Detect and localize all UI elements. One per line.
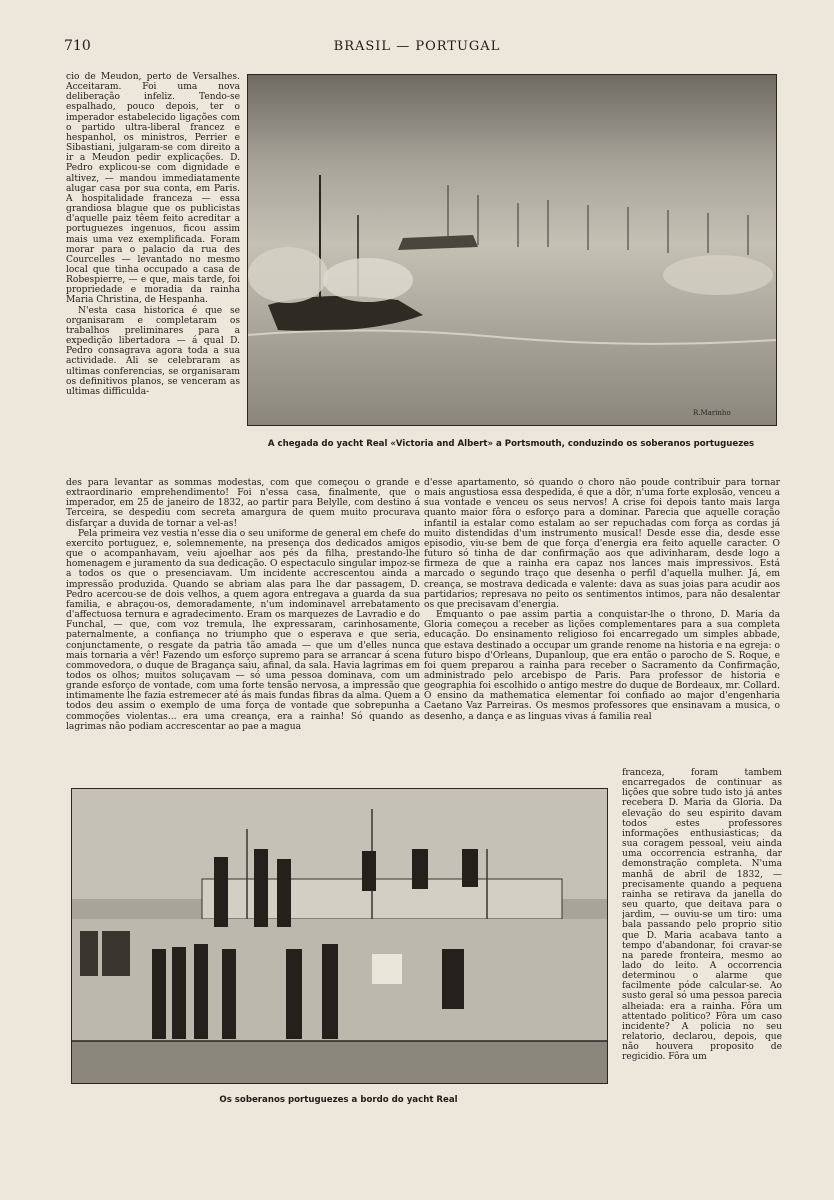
paragraph: des para levantar as sommas modestas, com que começou o grande e extraordinario emprehendimento! Foi n'essa casa, finalmente, que o imperador, em 25 de janeiro de 1832, ao partir para Belylle, com destino á Terceira, se despediu com secreta amargura de quem muito procurava disfarçar a duvida de tornar a vel-as! xyxy=(66,478,420,529)
harbour-engraving xyxy=(248,75,776,425)
paragraph: franceza, foram tambem encarregados de continuar as lições que sobre tudo isto já antes recebera D. Maria da Gloria. Da elevação do seu espirito davam todos estes professores informações enthusiasticas; da sua coragem pessoal, veiu ainda uma occorrencia estranha, dar demonstração completa. N'uma manhã de abril de 1832, — precisamente quando a pequena rainha se retirava da janella do seu quarto, que deitava para o jardim, — ouviu-se um tiro: uma bala passando pelo proprio sitio que D. Maria acabava tanto a tempo d'abandonar, foi cravar-se na parede fronteira, mesmo ao lado do leito. A occorrencia determinou o alarme que facilmente póde calcular-se. Ao susto geral só uma pessoa parecia alheiada: era a rainha. Fôra um attentado politico? Fôra um caso incidente? A policia no seu relatorio, declarou, depois, que não houvera proposito de regicidio. Fôra um xyxy=(622,768,782,1063)
paragraph: d'esse apartamento, só quando o choro não poude contribuir para tornar mais angustiosa essa despedida, é que a dôr, n'uma forte explosão, venceu a sua vontade e venceu os seus nervos! A crise foi depois tanto mais larga quanto maior fôra o esforço para a dominar. Parecia que aquelle coração infantil ia estalar como estalam ao ser repuchadas com força as cordas já muito distendidas d'um instrumento musical! Desde esse dia, desde esse episodio, viu-se bem de que força d'energia era feito aquelle caracter. O futuro só tinha de dar confirmação aos que adivinharam, desde logo a firmeza de que a rainha era capaz nos lances mais impressivos. Está marcado o segundo traço que desenha o perfil d'aquella mulher. Já, em creança, se mostrava dedicada e valente: dava as suas joias para acudir aos partidarios; represava no peito os sentimentos intimos, para não desalentar os que precisavam d'energia. xyxy=(424,478,780,610)
article-column-right xyxy=(622,768,782,1110)
figure-caption: A chegada do yacht Real «Victoria and Albert» a Portsmouth, conduzindo os soberanos portuguezes xyxy=(267,439,755,449)
paragraph: Pela primeira vez vestia n'esse dia o seu uniforme de general em chefe do exercito portuguez, e, solemnemente, na presença dos dedicados amigos que o acompanhavam, veiu ajoelhar aos pés da filha, prestando-lhe homenagem e juramento da sua dedicação. O espectaculo singular impoz-se a todos os que o presenciavam. Um incidente accrescentou ainda a impressão produzida. Quando se abriam alas para lhe dar passagem, D. Pedro acercou-se de dois velhos, a quem agora entregava a guarda da sua familia, e abraçou-os, demoradamente, n'um indominavel arrebatamento d'affectuosa ternura e agradecimento. Eram os marquezes de Lavradio e do Funchal, — que, com voz tremula, lhe expressaram, carinhosamente, paternalmente, a confiança no triumpho que o esperava e que seria, conjunctamente, o resgate da patria tão amada — que um d'elles nunca mais tornaria a vêr! Fazendo um esforço supremo para se arrancar á scena commovedora, o duque de Bragança saiu, afinal, da sala. Havia lagrimas em todos os olhos; muitos soluçavam — só uma pessoa dominava, com um grande esforço de vontade, com uma forte tensão nervosa, a impressão que intimamente lhe fazia estremecer até ás mais fundas fibras da alma. Quem a todos deu assim o exemplo de uma força de vontade que sobrepunha a commoções violentas... era uma creança, era a rainha! Só quando as lagrimas não podiam accrescentar ao pae a magua xyxy=(66,528,420,732)
yacht-deck-photo xyxy=(72,789,607,1083)
harbour-illustration xyxy=(247,74,777,426)
figure-caption: Os soberanos portuguezes a bordo do yacht Real xyxy=(219,1095,458,1105)
article-column-left xyxy=(66,72,240,482)
running-title: BRASIL — PORTUGAL xyxy=(333,39,501,54)
article-column-middle-left xyxy=(66,478,420,782)
page-number: 710 xyxy=(64,38,91,54)
paragraph: cio de Meudon, perto de Versalhes. Acceitaram. Foi uma nova deliberação infeliz. Tendo-se espalhado, pouco depois, ter o imperador estabelecido ligações com o partido ultra-liberal francez e hespanhol, os ministros, Perrier e Sibastiani, julgaram-se com direito a ir a Meudon pedir explicações. D. Pedro explicou-se com dignidade e altivez, — mandou immediatamente alugar casa por sua conta, em Paris. A hospitalidade franceza — essa grandiosa blague que os publicistas d'aquelle paiz têem feito acreditar a portuguezes ingenuos, ficou assim mais uma vez exemplificada. Foram morar para o palacio da rua des Courcelles — levantado no mesmo local que tinha occupado a casa de Robespierre, — e que, mais tarde, foi propriedade e moradia da rainha Maria Christina, de Hespanha. xyxy=(66,72,240,306)
on-board-photograph xyxy=(71,788,608,1084)
paragraph: N'esta casa historica é que se organisaram e completaram os trabalhos preliminares para a expedição libertadora — á qual D. Pedro consagrava agora toda a sua actividade. Ali se celebraram as ultimas conferencias, se organisaram os definitivos planos, se venceram as ultimas difficulda- xyxy=(66,305,240,397)
article-column-middle-right xyxy=(424,478,780,766)
illustrator-signature: R.Marinho xyxy=(693,409,731,417)
paragraph: Emquanto o pae assim partia a conquistar-lhe o throno, D. Maria da Gloria começou a receber as lições complementares para a sua completa educação. Do ensinamento religioso foi encarregado um simples abbade, que estava destinado a occupar um grande renome na historia e na egreja: o futuro bispo d'Orleans, Dupanloup, que era então o parocho de S. Roque, e foi quem preparou a rainha para receber o Sacramento da Confirmação, administrado pelo arcebispo de Paris. Para professor de historia e geographia foi escolhido o antigo mestre do duque de Bordeaux, mr. Collard. O ensino da mathematica elementar foi confiado ao major d'engenharia Caetano Vaz Parreiras. Os mesmos professores que ensinavam a musica, o desenho, a dança e as linguas vivas á familia real xyxy=(424,610,780,722)
